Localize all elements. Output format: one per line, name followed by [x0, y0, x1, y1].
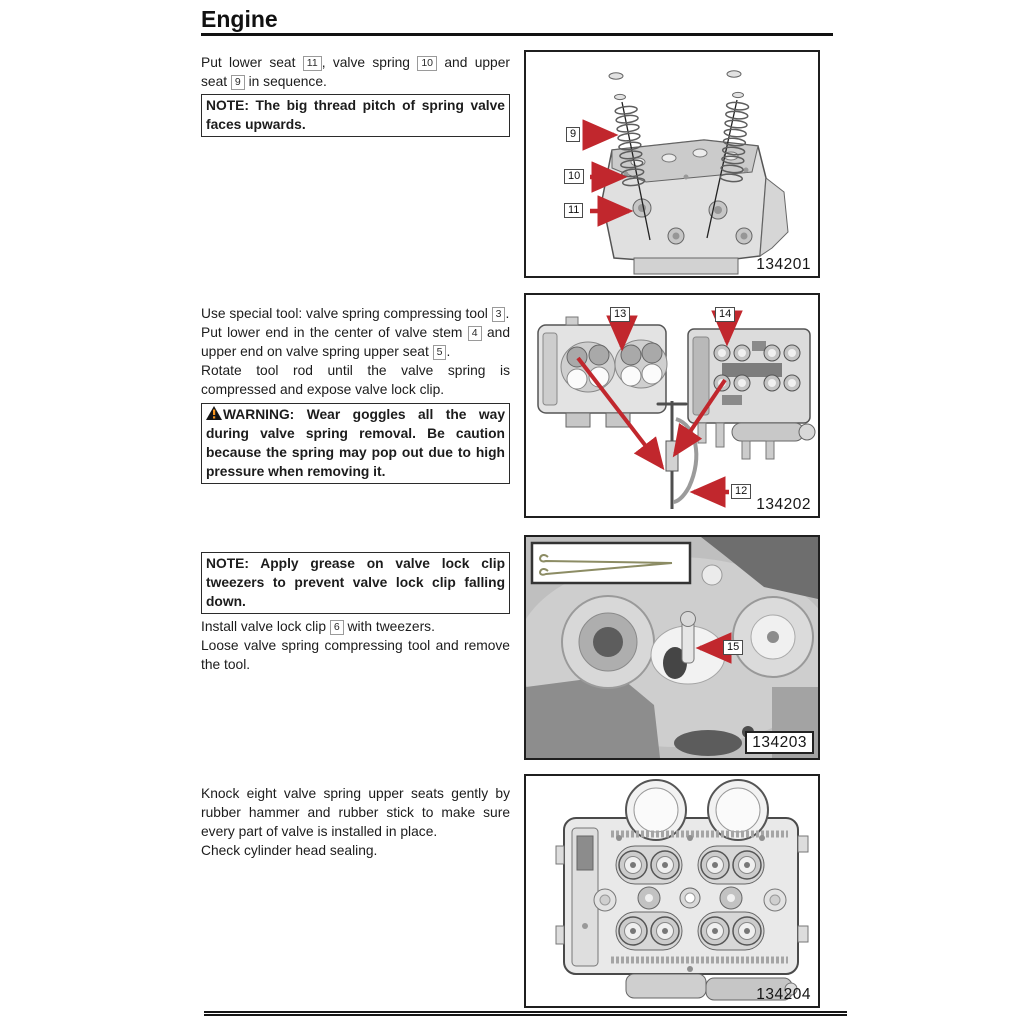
- part-ref-3: 3: [492, 307, 506, 322]
- note-box-grease: [201, 552, 510, 614]
- text-run: Put lower seat: [201, 55, 303, 70]
- figure-134201: [524, 50, 820, 278]
- text-run: in sequence.: [244, 74, 327, 89]
- step4-paragraph-1: Knock eight valve spring upper seats gently by rubber hammer and rubber stick to make sure every part of valve is installed in place.: [201, 786, 510, 839]
- text-run: Use special tool: valve spring compressing tool: [201, 306, 492, 321]
- callout-15: 15: [723, 640, 743, 655]
- title-rule: [201, 33, 833, 36]
- figure-illustration-cylinder-head-springs: [526, 52, 818, 276]
- figure-number: 134203: [745, 731, 814, 754]
- step4-block: [201, 784, 510, 860]
- page-title: Engine: [201, 6, 278, 32]
- text-run: with tweezers.: [343, 619, 435, 634]
- part-ref-9: 9: [231, 75, 245, 90]
- step1-block: [201, 53, 510, 140]
- figure-number: 134204: [756, 986, 811, 1003]
- step2-paragraph-3: Rotate tool rod until the valve spring is compressed and expose valve lock clip.: [201, 363, 510, 397]
- step2-block: [201, 304, 510, 484]
- text-run: Put lower end in the center of valve stem: [201, 325, 468, 340]
- figure-134203: [524, 535, 820, 760]
- note-text: NOTE: Apply grease on valve lock clip tweezers to prevent valve lock clip falling down.: [206, 556, 505, 609]
- warning-label: WARNING:: [223, 407, 295, 422]
- callout-12: 12: [731, 484, 751, 499]
- step4-paragraph-2: Check cylinder head sealing.: [201, 843, 378, 858]
- footer-rule: [204, 1011, 847, 1016]
- warning-box-goggles: [201, 403, 510, 484]
- callout-10: 10: [564, 169, 584, 184]
- figure-number: 134202: [756, 496, 811, 513]
- figure-illustration-head-top-view: [526, 776, 818, 1006]
- step2-paragraph-1: [201, 304, 510, 323]
- callout-13: 13: [610, 307, 630, 322]
- callout-11: 11: [564, 203, 583, 218]
- warning-text: Wear goggles all the way during valve spring removal. Be caution because the spring may pop out due to high pressure when removing it.: [206, 407, 505, 479]
- figure-134204: [524, 774, 820, 1008]
- part-ref-10: 10: [417, 56, 437, 71]
- part-ref-11: 11: [303, 56, 322, 71]
- step3-paragraph-2: Loose valve spring compressing tool and remove the tool.: [201, 638, 510, 672]
- part-ref-5: 5: [433, 345, 447, 360]
- step3-block: [201, 552, 510, 674]
- note-box-thread-pitch: [201, 94, 510, 137]
- text-run: .: [446, 344, 451, 359]
- callout-9: 9: [566, 127, 580, 142]
- step1-paragraph: [201, 53, 510, 91]
- figure-134202: [524, 293, 820, 518]
- figure-illustration-spring-compressor: [526, 295, 818, 516]
- callout-14: 14: [715, 307, 735, 322]
- text-run: .: [505, 306, 510, 321]
- text-run: and upper seat: [201, 55, 510, 89]
- text-run: and upper end on valve spring upper seat: [201, 325, 510, 359]
- step3-paragraph-1: [201, 617, 510, 636]
- figure-illustration-valve-stem-closeup: [526, 537, 818, 758]
- text-run: , valve spring: [321, 55, 418, 70]
- part-ref-6: 6: [330, 620, 344, 635]
- figure-number: 134201: [756, 256, 811, 273]
- part-ref-4: 4: [468, 326, 482, 341]
- warning-triangle-icon: [206, 406, 222, 420]
- note-text: NOTE: The big thread pitch of spring valve faces upwards.: [206, 98, 505, 132]
- text-run: Install valve lock clip: [201, 619, 330, 634]
- step2-paragraph-2: [201, 323, 510, 361]
